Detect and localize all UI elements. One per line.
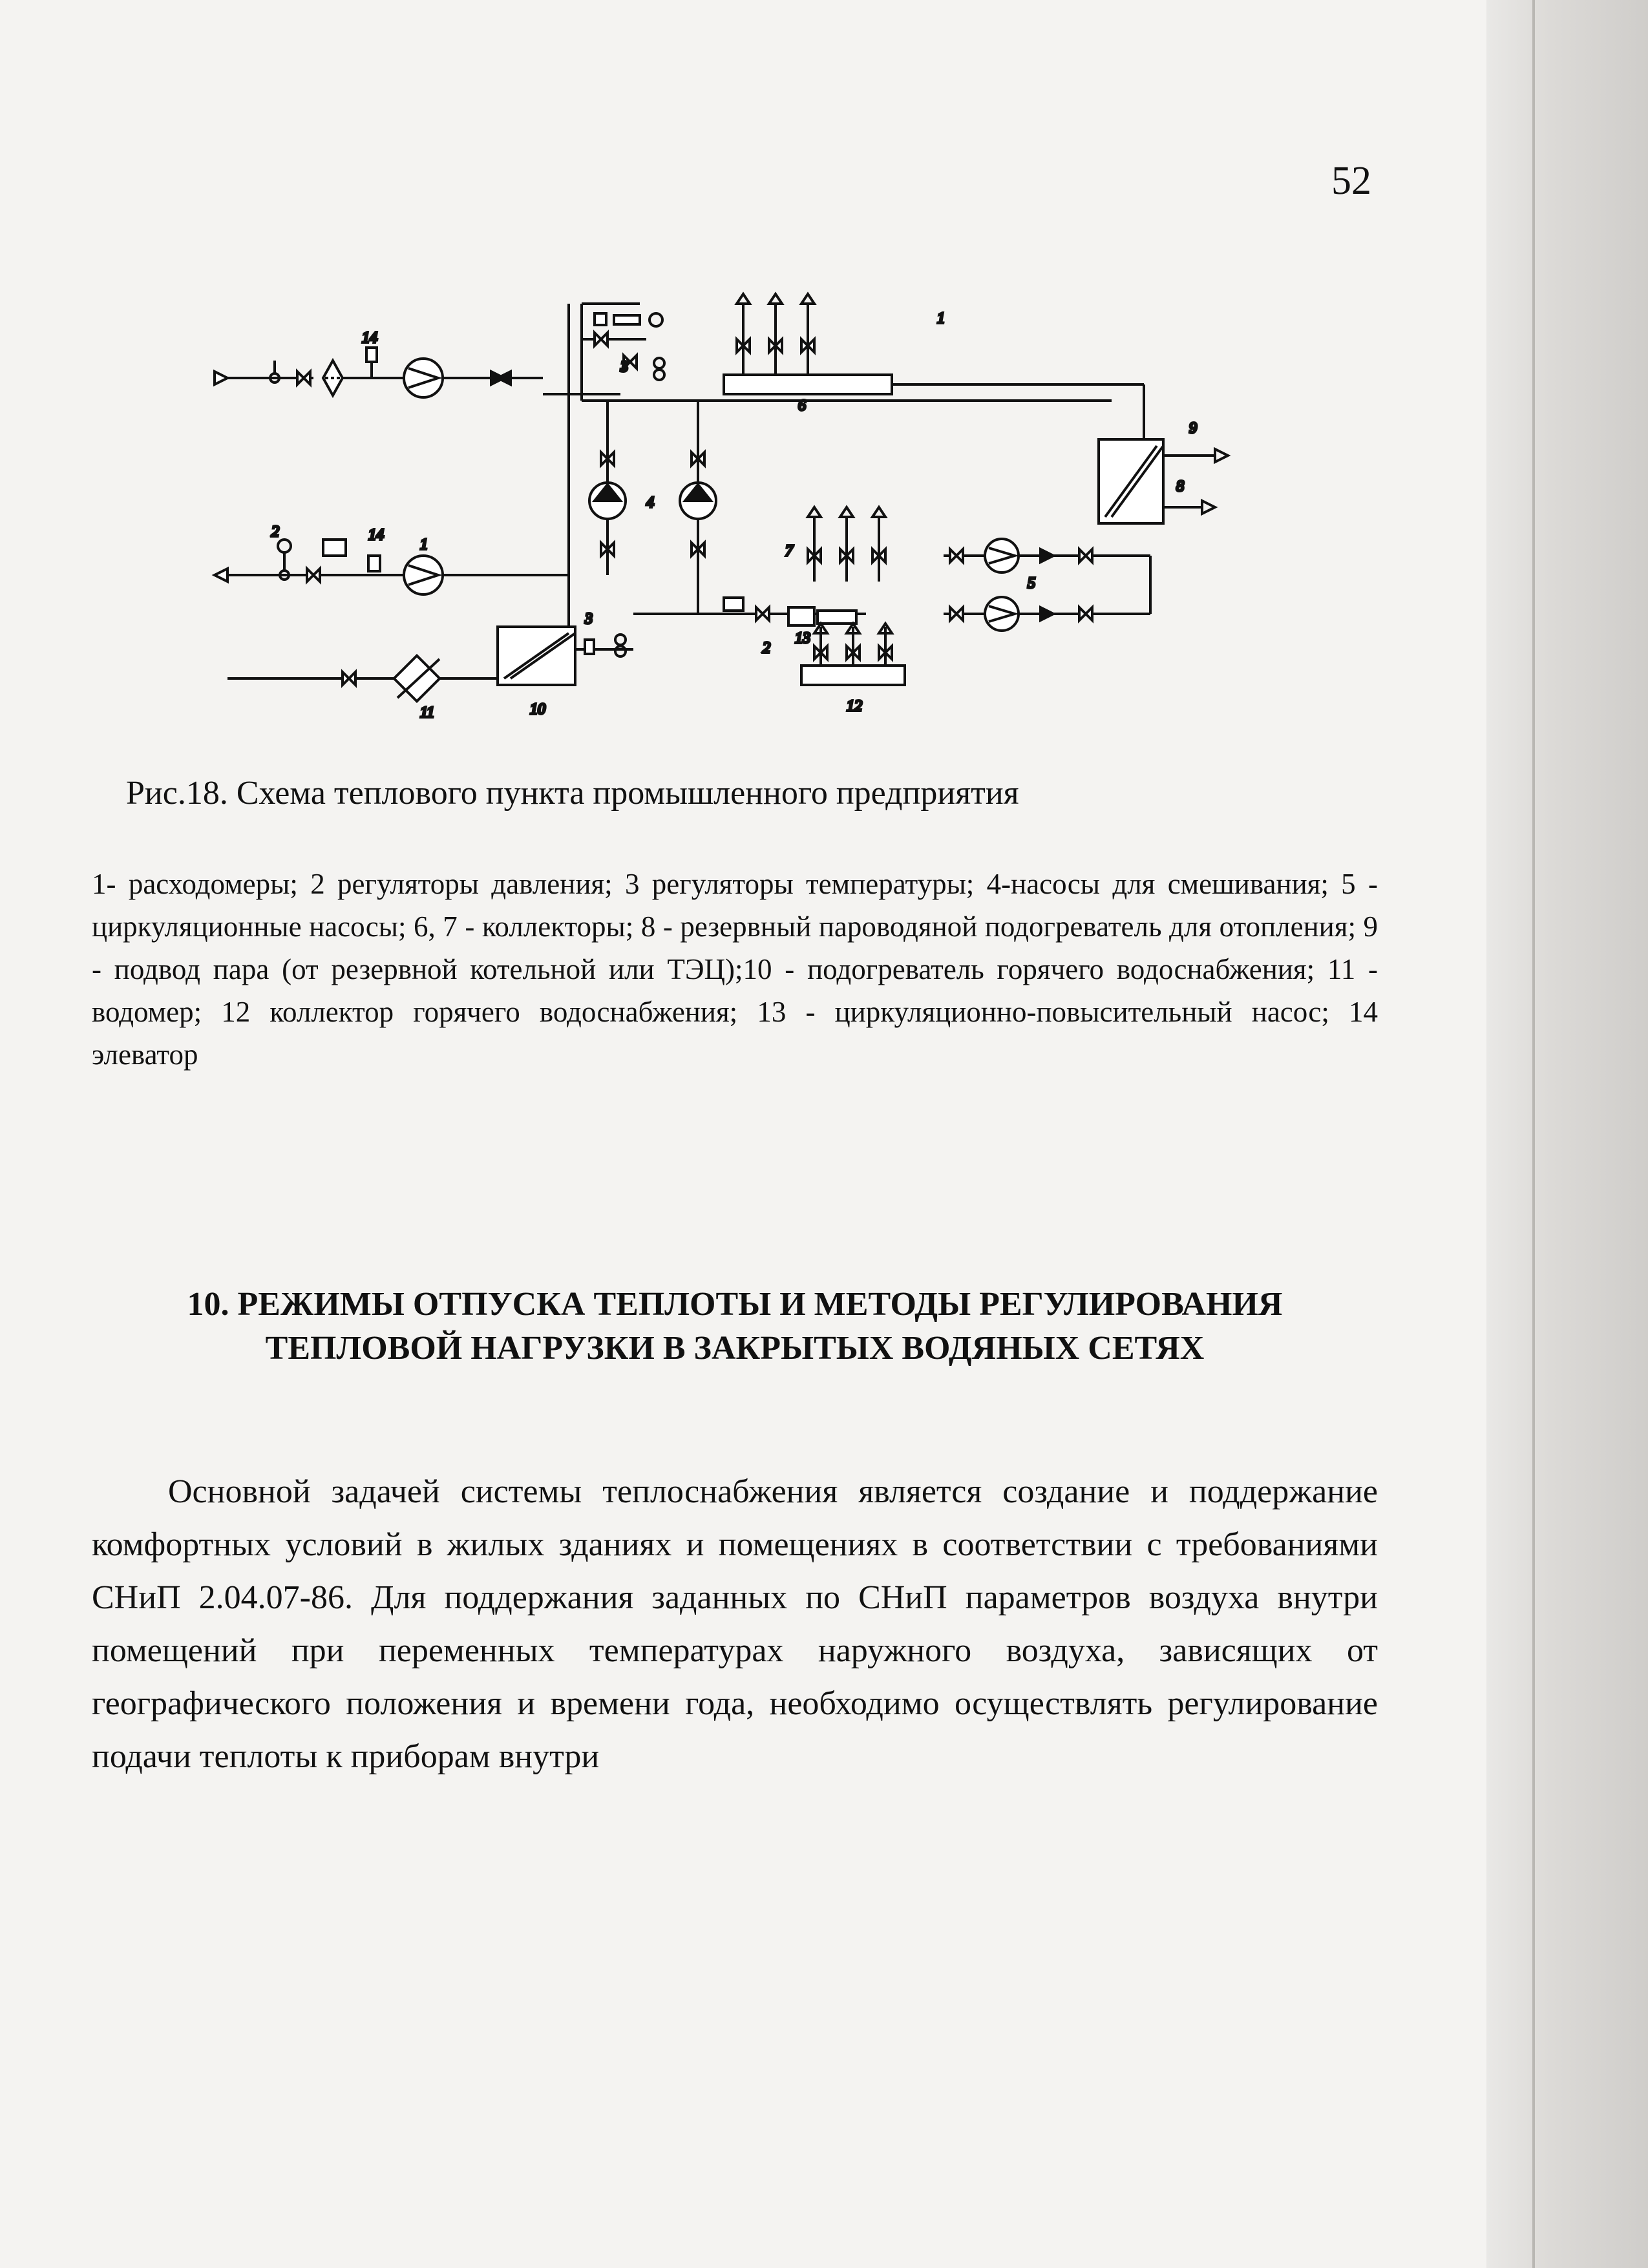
label-6: 6 [798,397,806,414]
elevator-icon [366,348,377,362]
label-2-left: 2 [271,523,279,540]
return-line [215,540,569,594]
label-1-top: 1 [937,310,945,327]
diagram-svg [207,278,1254,730]
heat-point-diagram [207,278,1254,730]
label-5: 5 [1028,575,1035,592]
collector-7 [808,507,885,582]
water-meter-11 [227,656,498,702]
circulation-pumps-5 [944,539,1150,631]
page-number: 52 [1331,159,1371,203]
label-4: 4 [646,494,654,511]
label-3-top: 3 [620,359,628,375]
label-10: 10 [530,701,545,718]
page-edge-line [1532,0,1535,2268]
label-7: 7 [785,543,793,560]
heater-10 [498,575,698,685]
collector-6 [724,294,1144,439]
collector-12 [801,624,905,685]
label-11: 11 [420,704,435,721]
reserve-heater-8 [1099,439,1228,523]
label-9: 9 [1189,420,1197,437]
label-1-pump: 1 [420,536,428,553]
body-paragraph: Основной задачей системы теплоснабжения является создание и поддержание комфортных условий в жилых зданиях и помещениях в соответствии с требованиями СНиП 2.04.07-86. Для поддержания заданных по СНиП параметров воздуха внутри помещений при переменных температурах наружного воздуха, зависящих от географического положения и времени года, необходимо осуществлять регулирование подачи теплоты к приборам внутри [92,1473,1378,1775]
figure-caption: Рис.18. Схема теплового пункта промышленного предприятия [126,775,1019,812]
supply-line [215,348,543,397]
label-14-top: 14 [362,330,377,346]
figure-legend: 1- расходомеры; 2 регуляторы давления; 3 регуляторы температуры; 4-насосы для смешивания; 5 - циркуляционные насосы; 6, 7 - коллекторы; 8 - резервный пароводяной подогреватель для отопления; 9 - подвод пара (от резервной котельной или ТЭЦ);10 - подогреватель горячего водоснабжения; 11 - водомер; 12 коллектор горячего водоснабжения; 13 - циркуляционно-повысительный насос; 14 элеватор [92,868,1378,1071]
page-edge-shadow [1486,0,1648,2268]
label-13: 13 [795,630,810,647]
label-2-mid: 2 [763,640,770,656]
regulator-2-pump-13 [698,598,866,625]
label-14-left: 14 [368,527,384,543]
label-8: 8 [1176,478,1184,495]
label-12: 12 [847,698,862,715]
label-3-mid: 3 [585,611,593,627]
section-heading: 10. РЕЖИМЫ ОТПУСКА ТЕПЛОТЫ И МЕТОДЫ РЕГУЛИРОВАНИЯ ТЕПЛОВОЙ НАГРУЗКИ В ЗАКРЫТЫХ ВОДЯНЫХ СЕТЯХ [187,1286,1283,1367]
